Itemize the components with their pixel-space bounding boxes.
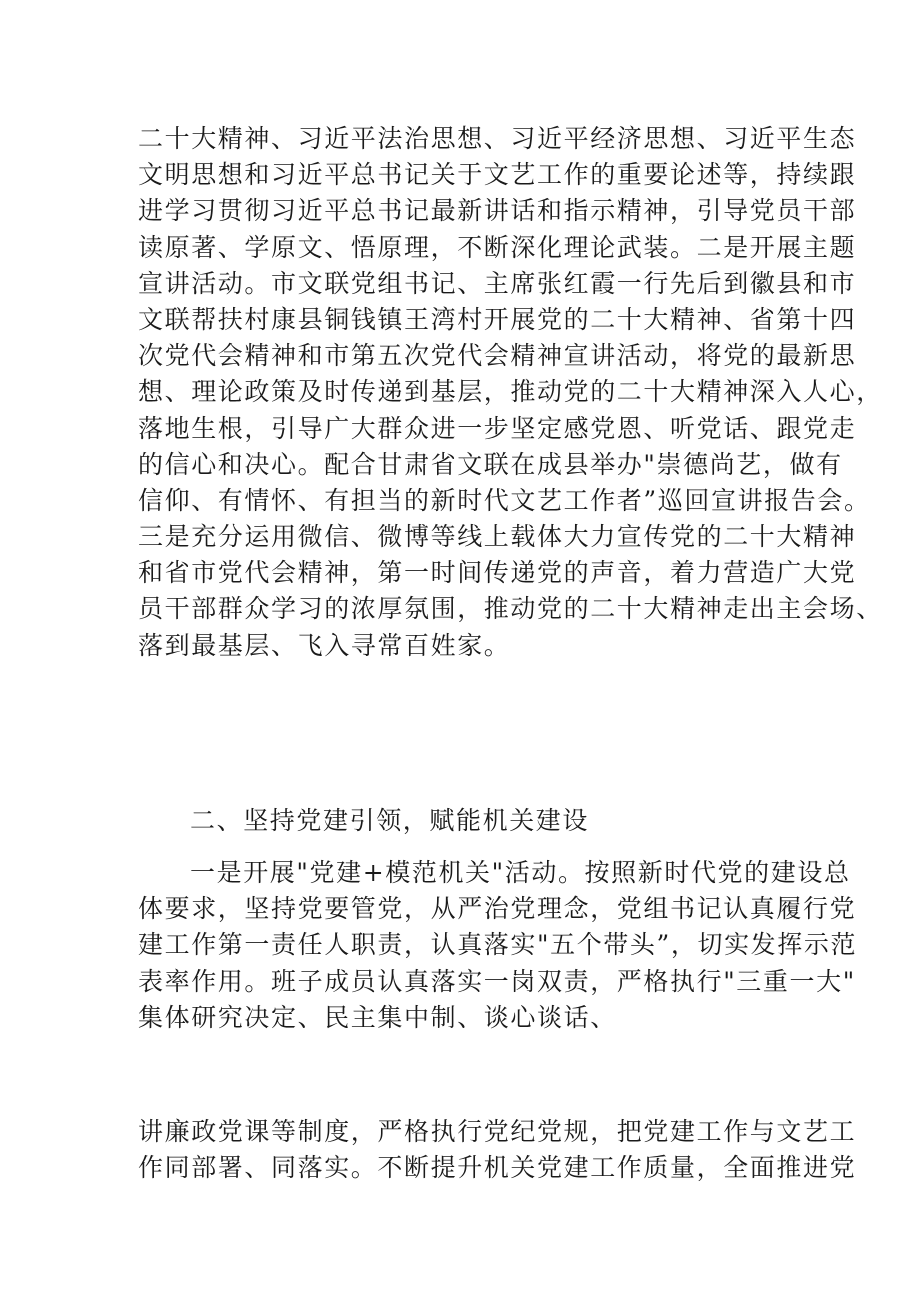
text-line: 落地生根，引导广大群众进一步坚定感党恩、听党话、跟党走 xyxy=(138,413,857,443)
text-line: 和省市党代会精神，第一时间传递党的声音，着力营造广大党 xyxy=(138,558,857,588)
body-paragraph-1 xyxy=(138,121,883,664)
text-line: 讲廉政党课等制度，严格执行党纪党规，把党建工作与文艺工 xyxy=(138,1117,857,1146)
text-line: 建工作第一责任人职责，认真落实"五个带头”，切实发挥示范 xyxy=(138,930,858,960)
text-line: 想、理论政策及时传递到基层，推动党的二十大精神深入人心， xyxy=(138,377,883,407)
text-line: 一是开展"党建+模范机关"活动。按照新时代党的建设总 xyxy=(190,858,851,887)
text-line: 作同部署、同落实。不断提升机关党建工作质量，全面推进党 xyxy=(138,1153,857,1183)
text-line: 文联帮扶村康县铜钱镇王湾村开展党的二十大精神、省第十四 xyxy=(138,304,857,334)
section-heading xyxy=(138,803,798,839)
body-paragraph-2 xyxy=(138,855,858,1036)
text-line: 次党代会精神和市第五次党代会精神宣讲活动，将党的最新思 xyxy=(138,341,857,371)
section-heading-text: 二、坚持党建引领，赋能机关建设 xyxy=(190,806,590,835)
text-line: 文明思想和习近平总书记关于文艺工作的重要论述等，持续跟 xyxy=(138,160,857,190)
text-line: 宣讲活动。市文联党组书记、主席张红霞一行先后到徽县和市 xyxy=(138,268,857,298)
body-paragraph-3 xyxy=(138,1114,857,1186)
text-line: 的信心和决心。配合甘肃省文联在成县举办"崇德尚艺，做有 xyxy=(138,449,843,479)
text-line: 落到最基层、飞入寻常百姓家。 xyxy=(138,630,511,660)
text-line: 集体研究决定、民主集中制、谈心谈话、 xyxy=(138,1002,617,1032)
text-line: 表率作用。班子成员认真落实一岗双责，严格执行"三重一大" xyxy=(138,966,856,996)
text-line: 员干部群众学习的浓厚氛围，推动党的二十大精神走出主会场、 xyxy=(138,594,883,624)
text-line: 读原著、学原文、悟原理，不断深化理论武装。二是开展主题 xyxy=(138,232,857,262)
text-line: 二十大精神、习近平法治思想、习近平经济思想、习近平生态 xyxy=(138,124,857,153)
text-line: 三是充分运用微信、微博等线上载体大力宣传党的二十大精神 xyxy=(138,522,857,552)
text-line: 信仰、有情怀、有担当的新时代文艺工作者”巡回宣讲报告会。 xyxy=(138,485,871,515)
text-line: 进学习贯彻习近平总书记最新讲话和指示精神，引导党员干部 xyxy=(138,196,857,226)
text-line: 体要求，坚持党要管党，从严治党理念，党组书记认真履行党 xyxy=(138,894,857,924)
